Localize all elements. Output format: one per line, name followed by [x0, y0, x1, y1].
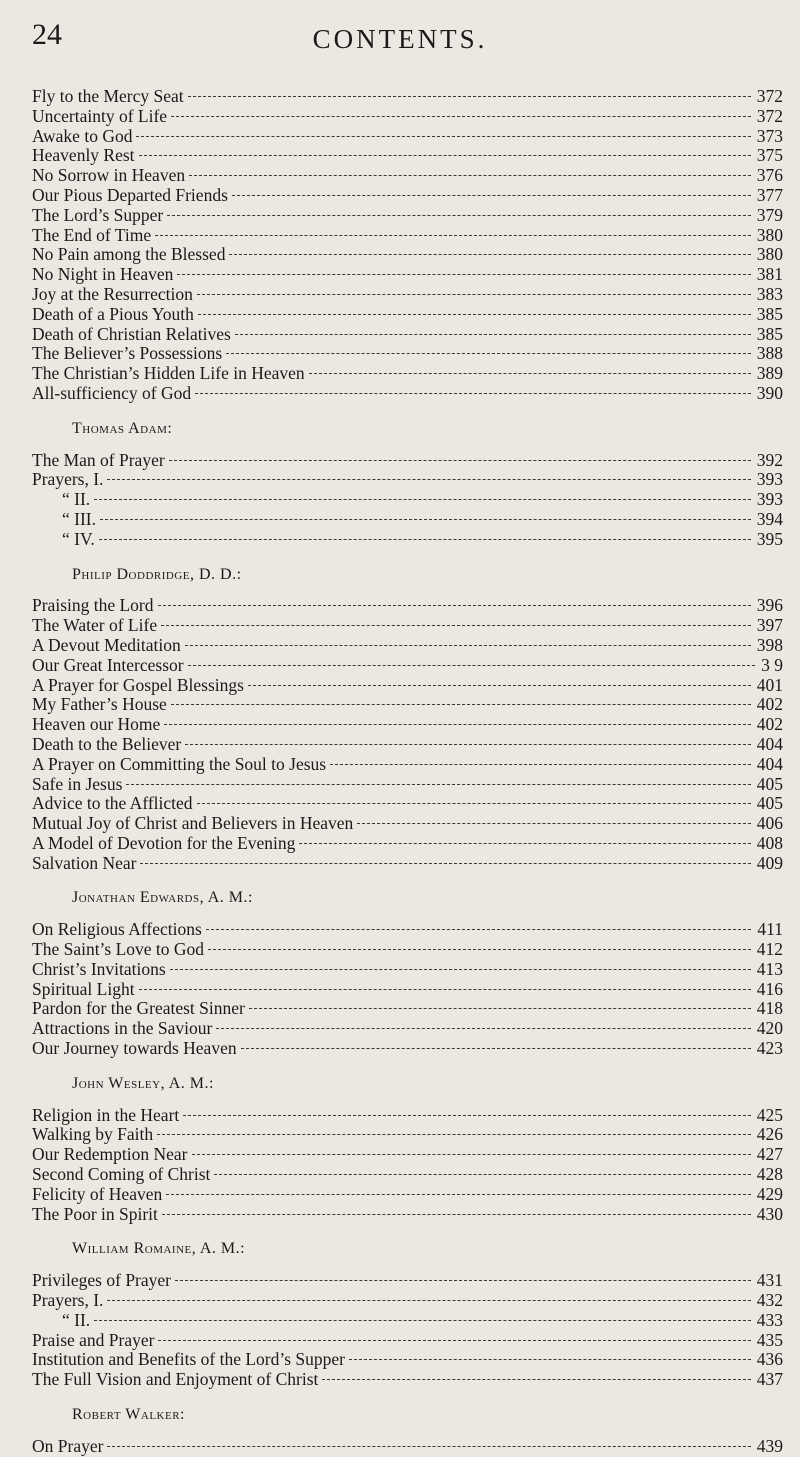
page-number: 24 [32, 18, 62, 51]
dot-leader [171, 704, 751, 705]
entry-page-number: 388 [756, 343, 783, 364]
entry-title: The Saint’s Love to God [32, 939, 205, 960]
dot-leader [161, 625, 751, 626]
entry-title: On Prayer [32, 1435, 104, 1456]
toc-entry [32, 510, 783, 530]
dot-leader [226, 353, 751, 354]
author-heading: Thomas Adam: [72, 419, 173, 437]
dot-leader [99, 539, 751, 540]
dot-leader [189, 175, 751, 176]
toc-entry [32, 530, 783, 550]
entry-title: The End of Time [32, 224, 152, 245]
entry-title: Spiritual Light [32, 978, 135, 999]
dot-leader [139, 155, 751, 156]
entry-page-number: 401 [756, 674, 783, 695]
dot-leader [171, 116, 751, 117]
entry-page-number: 437 [756, 1369, 783, 1390]
dot-leader [248, 685, 751, 686]
entry-page-number: 435 [756, 1329, 783, 1350]
dot-leader [241, 1048, 751, 1049]
entry-title: The Christian’s Hidden Life in Heaven [32, 363, 305, 384]
entry-page-number: 381 [756, 264, 783, 285]
dot-leader [232, 195, 751, 196]
entry-title: No Night in Heaven [32, 264, 174, 285]
entry-title: “ II. [62, 1309, 91, 1330]
entry-title: Praise and Prayer [32, 1329, 155, 1350]
entry-page-number: 3 9 [761, 654, 783, 675]
entry-title: Our Pious Departed Friends [32, 184, 228, 205]
entry-title: Second Coming of Christ [32, 1164, 211, 1185]
toc-entry [32, 344, 783, 364]
entry-page-number: 430 [756, 1203, 783, 1224]
entry-page-number: 408 [756, 832, 783, 853]
entry-title: The Lord’s Supper [32, 204, 164, 225]
toc-entry [32, 616, 783, 636]
dot-leader [162, 1214, 751, 1215]
entry-page-number: 439 [756, 1435, 783, 1456]
entry-page-number: 372 [756, 105, 783, 126]
table-of-contents [32, 87, 783, 1457]
toc-entry [32, 265, 783, 285]
toc-entry [32, 1205, 783, 1225]
entry-title: On Religious Affections [32, 919, 202, 940]
entry-title: Walking by Faith [32, 1124, 154, 1145]
dot-leader [158, 1340, 750, 1341]
entry-page-number: 418 [756, 998, 783, 1019]
toc-entry [32, 470, 783, 490]
entry-page-number: 385 [756, 303, 783, 324]
dot-leader [206, 929, 752, 930]
dot-leader [188, 665, 756, 666]
toc-entry [32, 166, 783, 186]
entry-page-number: 390 [756, 382, 783, 403]
entry-page-number: 397 [756, 615, 783, 636]
entry-title: Our Great Intercessor [32, 654, 184, 675]
dot-leader [136, 136, 750, 137]
entry-page-number: 393 [756, 469, 783, 490]
entry-title: Prayers, I. [32, 469, 104, 490]
dot-leader [167, 215, 751, 216]
entry-title: Prayers, I. [32, 1290, 104, 1311]
dot-leader [177, 274, 750, 275]
dot-leader [299, 843, 750, 844]
entry-page-number: 383 [756, 283, 783, 304]
dot-leader [188, 96, 751, 97]
entry-title: No Pain among the Blessed [32, 244, 226, 265]
entry-page-number: 433 [756, 1309, 783, 1330]
entry-title: Death of Christian Relatives [32, 323, 231, 344]
entry-title: Christ’s Invitations [32, 958, 166, 979]
entry-page-number: 405 [756, 773, 783, 794]
dot-leader [229, 254, 750, 255]
toc-entry [32, 1039, 783, 1059]
entry-page-number: 402 [756, 694, 783, 715]
entry-title: The Man of Prayer [32, 449, 165, 470]
toc-entry [32, 1125, 783, 1145]
toc-entry [32, 1331, 783, 1351]
dot-leader [208, 949, 751, 950]
toc-entry [32, 206, 783, 226]
toc-entry [32, 285, 783, 305]
entry-title: My Father’s House [32, 694, 167, 715]
toc-entry [32, 364, 783, 384]
entry-page-number: 389 [756, 363, 783, 384]
entry-page-number: 385 [756, 323, 783, 344]
author-heading: Philip Doddridge, D. D.: [72, 565, 242, 583]
dot-leader [214, 1174, 750, 1175]
entry-page-number: 373 [756, 125, 783, 146]
entry-page-number: 379 [756, 204, 783, 225]
dot-leader [192, 1154, 751, 1155]
entry-title: The Water of Life [32, 615, 158, 636]
toc-entry [32, 127, 783, 147]
dot-leader [94, 499, 751, 500]
dot-leader [349, 1359, 751, 1360]
toc-entry [32, 999, 783, 1019]
dot-leader [166, 1194, 751, 1195]
entry-title: Privileges of Prayer [32, 1270, 171, 1291]
entry-page-number: 398 [756, 634, 783, 655]
toc-entry [32, 854, 783, 874]
dot-leader [126, 784, 750, 785]
dot-leader [197, 294, 751, 295]
entry-title: Mutual Joy of Christ and Believers in Heaven [32, 813, 354, 834]
entry-title: “ II. [62, 489, 91, 510]
entry-title: “ IV. [62, 528, 95, 549]
entry-page-number: 375 [756, 145, 783, 166]
entry-title: Religion in the Heart [32, 1104, 180, 1125]
toc-entry [32, 325, 783, 345]
entry-page-number: 404 [756, 753, 783, 774]
author-heading: Robert Walker: [72, 1406, 185, 1424]
entry-page-number: 380 [756, 244, 783, 265]
dot-leader [158, 605, 751, 606]
entry-page-number: 416 [756, 978, 783, 999]
toc-entry [32, 1311, 783, 1331]
dot-leader [155, 235, 751, 236]
entry-title: Attractions in the Saviour [32, 1018, 213, 1039]
dot-leader [183, 1115, 750, 1116]
entry-title: The Full Vision and Enjoyment of Christ [32, 1369, 319, 1390]
entry-page-number: 428 [756, 1164, 783, 1185]
dot-leader [139, 989, 751, 990]
dot-leader [94, 1320, 751, 1321]
entry-page-number: 432 [756, 1290, 783, 1311]
toc-entry [32, 656, 783, 676]
entry-title: The Believer’s Possessions [32, 343, 223, 364]
page-title: CONTENTS. [312, 24, 488, 54]
dot-leader [357, 823, 750, 824]
dot-leader [170, 969, 751, 970]
toc-entry [32, 305, 783, 325]
toc-entry [32, 596, 783, 616]
entry-title: Death of a Pious Youth [32, 303, 194, 324]
entry-page-number: 402 [756, 714, 783, 735]
toc-entry [32, 1291, 783, 1311]
toc-entry [32, 107, 783, 127]
entry-title: A Prayer for Gospel Blessings [32, 674, 244, 695]
entry-page-number: 426 [756, 1124, 783, 1145]
toc-entry [32, 451, 783, 471]
author-heading: William Romaine, A. M.: [72, 1240, 246, 1258]
toc-entry [32, 636, 783, 656]
entry-page-number: 429 [756, 1183, 783, 1204]
entry-page-number: 405 [756, 793, 783, 814]
entry-page-number: 395 [756, 528, 783, 549]
author-heading: Jonathan Edwards, A. M.: [72, 889, 253, 907]
toc-entry [32, 960, 783, 980]
toc-entry [32, 1019, 783, 1039]
toc-entry [32, 245, 783, 265]
entry-title: Death to the Believer [32, 733, 182, 754]
entry-page-number: 412 [756, 939, 783, 960]
entry-page-number: 393 [756, 489, 783, 510]
dot-leader [330, 764, 751, 765]
toc-entry [32, 1271, 783, 1291]
dot-leader [216, 1028, 750, 1029]
entry-title: Safe in Jesus [32, 773, 123, 794]
entry-title: Advice to the Afflicted [32, 793, 193, 814]
toc-entry [32, 226, 783, 246]
toc-entry [32, 980, 783, 1000]
author-heading: John Wesley, A. M.: [72, 1074, 214, 1092]
toc-entry [32, 1145, 783, 1165]
dot-leader [107, 479, 750, 480]
entry-page-number: 392 [756, 449, 783, 470]
toc-entry [32, 1106, 783, 1126]
dot-leader [249, 1008, 751, 1009]
entry-title: A Model of Devotion for the Evening [32, 832, 296, 853]
toc-entry [32, 794, 783, 814]
dot-leader [185, 744, 751, 745]
entry-page-number: 425 [756, 1104, 783, 1125]
entry-title: A Prayer on Committing the Soul to Jesus [32, 753, 327, 774]
dot-leader [195, 393, 751, 394]
dot-leader [235, 334, 751, 335]
entry-title: All-sufficiency of God [32, 382, 192, 403]
entry-title: Our Journey towards Heaven [32, 1038, 237, 1059]
dot-leader [175, 1280, 751, 1281]
toc-entry [32, 834, 783, 854]
toc-entry [32, 384, 783, 404]
entry-title: Our Redemption Near [32, 1144, 188, 1165]
entry-title: Fly to the Mercy Seat [32, 86, 184, 106]
toc-entry [32, 676, 783, 696]
entry-page-number: 372 [756, 86, 783, 106]
dot-leader [164, 724, 750, 725]
entry-title: Felicity of Heaven [32, 1183, 163, 1204]
entry-title: Uncertainty of Life [32, 105, 168, 126]
dot-leader [107, 1446, 750, 1447]
toc-entry [32, 1370, 783, 1390]
toc-entry [32, 1185, 783, 1205]
dot-leader [197, 803, 751, 804]
entry-page-number: 394 [756, 508, 783, 529]
entry-title: Praising the Lord [32, 595, 154, 616]
dot-leader [157, 1134, 751, 1135]
entry-title: Awake to God [32, 125, 133, 146]
toc-entry [32, 186, 783, 206]
toc-entry [32, 735, 783, 755]
dot-leader [322, 1379, 750, 1380]
dot-leader [107, 1300, 750, 1301]
dot-leader [309, 373, 751, 374]
entry-page-number: 376 [756, 165, 783, 186]
entry-page-number: 427 [756, 1144, 783, 1165]
dot-leader [100, 519, 751, 520]
entry-page-number: 436 [756, 1349, 783, 1370]
entry-page-number: 420 [756, 1018, 783, 1039]
toc-entry [32, 490, 783, 510]
entry-title: Heaven our Home [32, 714, 161, 735]
toc-entry [32, 1350, 783, 1370]
entry-title: Heavenly Rest [32, 145, 135, 166]
entry-title: The Poor in Spirit [32, 1203, 158, 1224]
dot-leader [198, 314, 751, 315]
entry-page-number: 396 [756, 595, 783, 616]
entry-page-number: 411 [757, 919, 783, 940]
toc-entry [32, 1437, 783, 1457]
toc-entry [32, 755, 783, 775]
dot-leader [185, 645, 751, 646]
entry-title: A Devout Meditation [32, 634, 181, 655]
toc-entry [32, 940, 783, 960]
entry-page-number: 377 [756, 184, 783, 205]
toc-entry [32, 814, 783, 834]
entry-title: Joy at the Resurrection [32, 283, 193, 304]
entry-title: “ III. [62, 508, 97, 529]
toc-entry [32, 695, 783, 715]
entry-title: No Sorrow in Heaven [32, 165, 186, 186]
toc-entry [32, 87, 783, 107]
toc-entry [32, 146, 783, 166]
toc-entry [32, 920, 783, 940]
entry-page-number: 431 [756, 1270, 783, 1291]
toc-entry [32, 715, 783, 735]
toc-entry [32, 775, 783, 795]
entry-page-number: 409 [756, 852, 783, 873]
entry-title: Institution and Benefits of the Lord’s Supper [32, 1349, 346, 1370]
entry-title: Pardon for the Greatest Sinner [32, 998, 245, 1019]
entry-title: Salvation Near [32, 852, 137, 873]
toc-entry [32, 1165, 783, 1185]
dot-leader [169, 460, 751, 461]
entry-page-number: 423 [756, 1038, 783, 1059]
entry-page-number: 406 [756, 813, 783, 834]
entry-page-number: 380 [756, 224, 783, 245]
entry-page-number: 404 [756, 733, 783, 754]
dot-leader [140, 863, 750, 864]
entry-page-number: 413 [756, 958, 783, 979]
